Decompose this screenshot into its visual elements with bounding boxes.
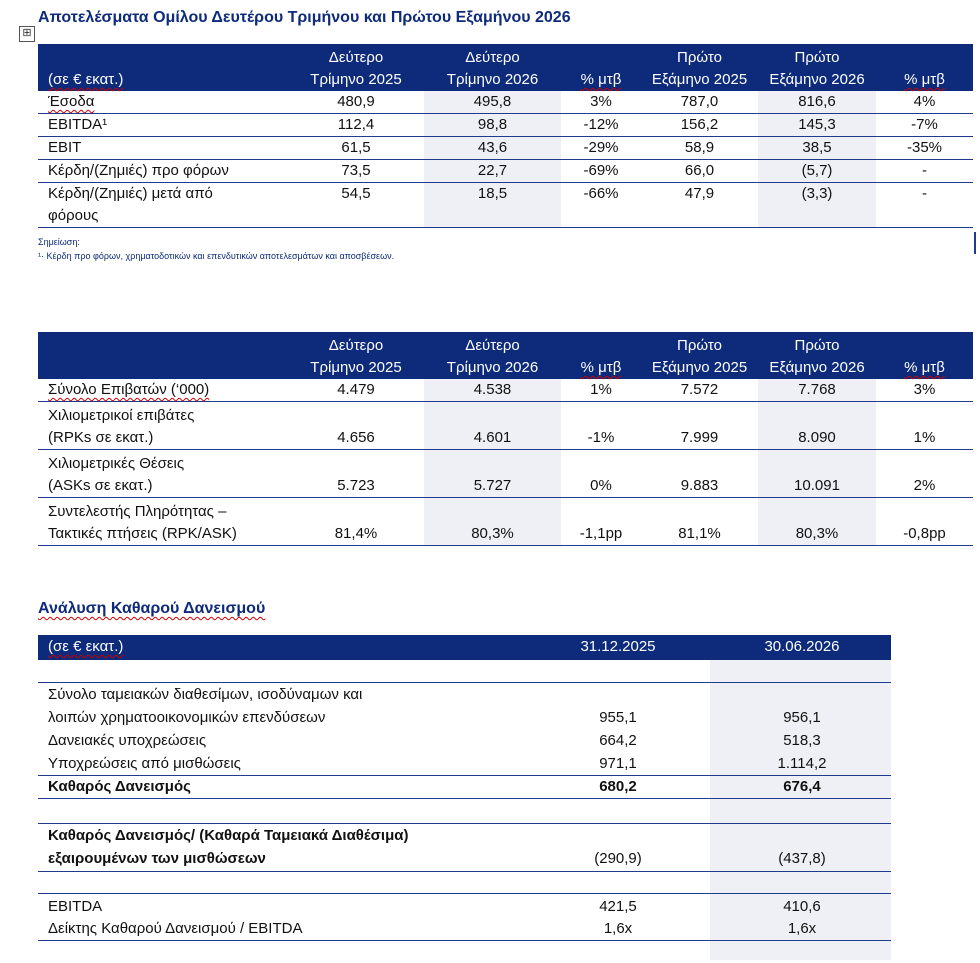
page-title: Αποτελέσματα Ομίλου Δευτέρου Τριμήνου και Πρώτου Εξαμήνου 2026 — [38, 9, 571, 26]
col-header: Πρώτο Εξάμηνο 2026 — [758, 332, 876, 379]
table-row: Κέρδη/(Ζημιές) μετά από φόρους 54,5 18,5 -66% 47,9 (3,3) - — [38, 183, 973, 228]
section-title: Ανάλυση Καθαρού Δανεισμού — [38, 600, 266, 617]
table-row: EBIT 61,5 43,6 -29% 58,9 38,5 -35% — [38, 137, 973, 160]
table-row: Δείκτης Καθαρού Δανεισμού / EBITDA 1,6x 1,6x — [48, 920, 817, 937]
table-move-handle-icon[interactable]: ⊞ — [19, 26, 35, 42]
table-row: Συντελεστής Πληρότητας – Τακτικές πτήσεις (RPK/ASK) 81,4% 80,3% -1,1pp 81,1% 80,3% -0,8pp — [38, 498, 973, 546]
col-header: % μτβ — [561, 44, 641, 91]
table-row: Κέρδη/(Ζημιές) προ φόρων 73,5 22,7 -69% 66,0 (5,7) - — [38, 160, 973, 183]
table-row: εξαιρουμένων των μισθώσεων (290,9) (437,8) — [48, 850, 826, 867]
table-row: Υποχρεώσεις από μισθώσεις 971,1 1.114,2 — [48, 755, 827, 772]
row-rule — [38, 682, 891, 683]
table-row: Σύνολο Επιβατών (‘000) 4.479 4.538 1% 7.572 7.768 3% — [38, 379, 973, 402]
group-results-table — [38, 44, 973, 228]
col-header: Δεύτερο Τρίμηνο 2025 — [288, 332, 424, 379]
table-row: Χιλιομετρικοί επιβάτες (RPKs σε εκατ.) 4.656 4.601 -1% 7.999 8.090 1% — [38, 402, 973, 450]
row-rule — [38, 798, 891, 799]
unit-label: (σε € εκατ.) — [48, 638, 124, 655]
col-header: 30.06.2026 — [764, 638, 840, 655]
col-header: % μτβ — [561, 332, 641, 379]
col-header: % μτβ — [876, 44, 973, 91]
table-row: EBITDA 421,5 410,6 — [48, 898, 821, 915]
col-header: Πρώτο Εξάμηνο 2025 — [641, 332, 758, 379]
col-header: Δεύτερο Τρίμηνο 2026 — [424, 332, 561, 379]
row-rule — [38, 940, 891, 941]
col-header: 31.12.2025 — [580, 638, 656, 655]
unit-label — [38, 332, 288, 379]
col-header: Δεύτερο Τρίμηνο 2026 — [424, 44, 561, 91]
table-row: Έσοδα 480,9 495,8 3% 787,0 816,6 4% — [38, 91, 973, 114]
col-header: Πρώτο Εξάμηνο 2026 — [758, 44, 876, 91]
row-rule — [38, 823, 891, 824]
row-rule — [38, 871, 891, 872]
col-header: Πρώτο Εξάμηνο 2025 — [641, 44, 758, 91]
table-row: Δανειακές υποχρεώσεις 664,2 518,3 — [48, 732, 821, 749]
table-row: λοιπών χρηματοοικονομικών επενδύσεων 955,1 956,1 — [48, 709, 821, 726]
table-header — [38, 635, 891, 660]
table-row: Χιλιομετρικές Θέσεις (ASKs σε εκατ.) 5.723 5.727 0% 9.883 10.091 2% — [38, 450, 973, 498]
note-text: ¹· Κέρδη προ φόρων, χρηματοδοτικών και επενδυτικών αποτελεσμάτων και αποσβέσεων. — [38, 251, 395, 261]
traffic-table — [38, 332, 973, 546]
row-rule — [38, 893, 891, 894]
table-row: Καθαρός Δανεισμός 680,2 676,4 — [48, 778, 821, 795]
unit-label: (σε € εκατ.) — [38, 44, 288, 91]
table-edge-rule — [974, 232, 976, 254]
table-row: Σύνολο ταμειακών διαθεσίμων, ισοδύναμων και — [48, 686, 363, 703]
table-row: EBITDA¹ 112,4 98,8 -12% 156,2 145,3 -7% — [38, 114, 973, 137]
note-title: Σημείωση: — [38, 237, 80, 247]
table-row: Καθαρός Δανεισμός/ (Καθαρά Ταμειακά Διαθέσιμα) — [48, 827, 409, 844]
col-header: % μτβ — [876, 332, 973, 379]
col-header: Δεύτερο Τρίμηνο 2025 — [288, 44, 424, 91]
